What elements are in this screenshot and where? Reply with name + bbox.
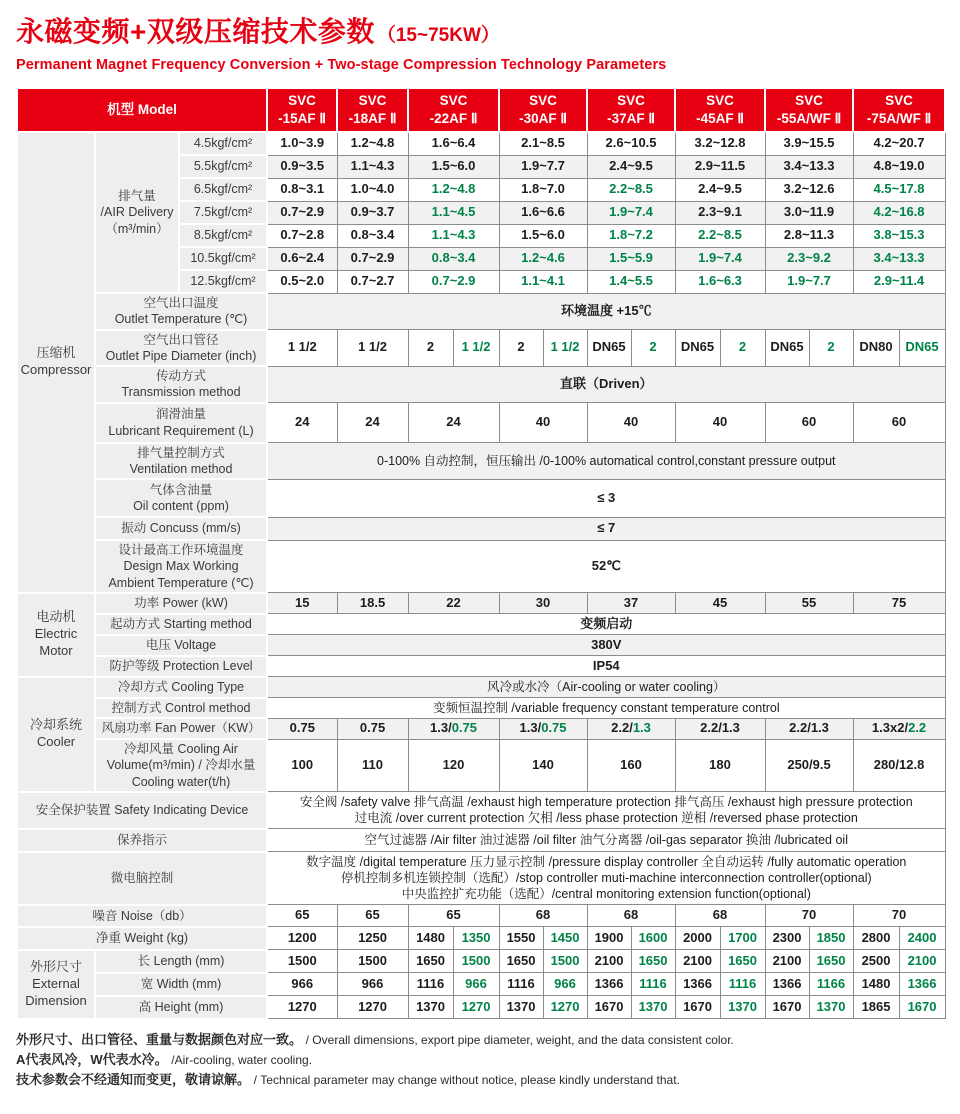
value-cell [587, 718, 675, 739]
label-cell: 控制方式 Control method [95, 698, 267, 718]
value-cell: 1650 [720, 950, 765, 973]
value-cell: 3.4~13.3 [765, 155, 853, 178]
value-cell: 45 [675, 593, 765, 614]
value-cell: 1370 [720, 996, 765, 1019]
value-cell: 风冷或水冷（Air-cooling or water cooling） [267, 677, 945, 698]
value-cell: 1116 [499, 973, 543, 996]
row-oil-content [17, 479, 945, 517]
value-cell: 0.7~2.8 [267, 224, 337, 247]
value-cell: 0.7~2.9 [408, 270, 499, 293]
label-cell: 防护等级 Protection Level [95, 656, 267, 677]
value-cell: 1366 [765, 973, 809, 996]
value-cell: 1.1~4.5 [408, 201, 499, 224]
row-power [17, 593, 945, 614]
value-cell: 250/9.5 [765, 739, 853, 792]
value-cell: 1270 [337, 996, 408, 1019]
value-cell: 0.8~3.1 [267, 178, 337, 201]
model-column-header: 机型 Model [17, 88, 267, 132]
value-cell: 2400 [899, 927, 945, 950]
row-outlet-pipe-diameter [17, 330, 945, 367]
value-cell: 直联（Driven） [267, 366, 945, 403]
value-cell: 1250 [337, 927, 408, 950]
value-cell: 1116 [720, 973, 765, 996]
label-cell: 冷却方式 Cooling Type [95, 677, 267, 698]
row-length [17, 950, 945, 973]
row-control-method [17, 698, 945, 718]
value-cell: 100 [267, 739, 337, 792]
value-cell: 1450 [543, 927, 587, 950]
model-header: SVC -37AF Ⅱ [587, 88, 675, 132]
value-cell: 1166 [809, 973, 853, 996]
footnote-zh: 技术参数会不经通知而变更，敬请谅解。 [16, 1071, 251, 1087]
label-cell: 润滑油量 Lubricant Requirement (L) [95, 403, 267, 443]
footnote-en: /Air-cooling, water cooling. [171, 1052, 313, 1067]
value-cell: 1700 [720, 927, 765, 950]
label-cell: 高 Height (mm) [95, 996, 267, 1019]
value-cell: 1865 [853, 996, 899, 1019]
label-cell: 10.5kgf/cm² [179, 247, 267, 270]
value-cell: 1.5~6.0 [499, 224, 587, 247]
value-cell: 1350 [453, 927, 499, 950]
footnote-line [16, 1050, 945, 1070]
row-width [17, 973, 945, 996]
row-air-delivery-4.5 [17, 132, 945, 155]
value-cell: 2100 [587, 950, 631, 973]
value-cell: 0.7~2.7 [337, 270, 408, 293]
value-cell: 2500 [853, 950, 899, 973]
value-cell: 1500 [337, 950, 408, 973]
value-cell: ≤ 7 [267, 517, 945, 540]
value-cell: IP54 [267, 656, 945, 677]
value-cell: 0.5~2.0 [267, 270, 337, 293]
spec-table [16, 87, 946, 1020]
page-title-power-range: （15~75KW） [376, 25, 500, 46]
value-cell: 0.7~2.9 [337, 247, 408, 270]
value-cell: 1.2~4.8 [408, 178, 499, 201]
value-cell: 4.8~19.0 [853, 155, 945, 178]
value-cell: 65 [337, 905, 408, 927]
value-cell: 1550 [499, 927, 543, 950]
row-voltage [17, 635, 945, 656]
value-cell: 2.9~11.4 [853, 270, 945, 293]
value-cell: 0.6~2.4 [267, 247, 337, 270]
value-cell: 1.8~7.0 [499, 178, 587, 201]
value-cell: ≤ 3 [267, 479, 945, 517]
value-cell: 0.9~3.7 [337, 201, 408, 224]
value-cell: 1116 [408, 973, 453, 996]
value-cell: 37 [587, 593, 675, 614]
value-cell: 1.4~5.5 [587, 270, 675, 293]
value-cell: 68 [587, 905, 675, 927]
value-cell: 1670 [765, 996, 809, 1019]
model-header: SVC -75A/WF Ⅱ [853, 88, 945, 132]
value-cell: DN65 [587, 330, 631, 367]
value-cell: 2.1~8.5 [499, 132, 587, 155]
value-cell: 数字温度 /digital temperature 压力显示控制 /pressure display controller 全自动运转 /fully automatic operation 停机控制多机连锁控制（选配）/stop controller muti-machine interconnection controller(optional) 中央监控扩充功能（选配）/central monitoring extension function(optional) [267, 852, 945, 905]
value-cell: 2.6~10.5 [587, 132, 675, 155]
row-cooling-air-volume [17, 739, 945, 792]
label-cell: 宽 Width (mm) [95, 973, 267, 996]
value-cell: 1650 [631, 950, 675, 973]
row-fan-power [17, 718, 945, 739]
model-header: SVC -15AF Ⅱ [267, 88, 337, 132]
value-cell: 2.3~9.2 [765, 247, 853, 270]
model-header: SVC -30AF Ⅱ [499, 88, 587, 132]
value-cell: 18.5 [337, 593, 408, 614]
row-microcomputer-control [17, 852, 945, 905]
value-cell: 1370 [408, 996, 453, 1019]
value-cell: 变频启动 [267, 614, 945, 635]
value-part: 1.3 [632, 720, 651, 736]
value-cell: 1.9~7.7 [499, 155, 587, 178]
value-cell: 55 [765, 593, 853, 614]
value-cell: 4.2~16.8 [853, 201, 945, 224]
row-maintenance-indication [17, 829, 945, 852]
value-cell: 1670 [899, 996, 945, 1019]
value-cell: DN65 [675, 330, 720, 367]
value-cell: 40 [587, 403, 675, 443]
value-cell [853, 718, 945, 739]
value-cell: 0.9~3.5 [267, 155, 337, 178]
value-part: 0.75 [541, 720, 567, 736]
row-height [17, 996, 945, 1019]
value-cell: 65 [408, 905, 499, 927]
value-cell [499, 718, 587, 739]
footnote-zh: 外形尺寸、出口管径、重量与数据颜色对应一致。 [16, 1031, 303, 1047]
label-cell: 噪音 Noise（db） [17, 905, 267, 927]
label-cell: 冷却风量 Cooling Air Volume(m³/min) / 冷却水量 Cooling water(t/h) [95, 739, 267, 792]
value-cell: 1480 [853, 973, 899, 996]
value-cell: 0.8~3.4 [337, 224, 408, 247]
row-design-max-ambient-temp [17, 540, 945, 593]
value-cell: 3.0~11.9 [765, 201, 853, 224]
value-cell: 1480 [408, 927, 453, 950]
row-starting-method [17, 614, 945, 635]
label-cell: 6.5kgf/cm² [179, 178, 267, 201]
value-cell: 68 [499, 905, 587, 927]
value-cell: 1500 [267, 950, 337, 973]
value-cell: 24 [408, 403, 499, 443]
row-outlet-temperature [17, 293, 945, 330]
page-title [16, 10, 945, 50]
row-cooling-type [17, 677, 945, 698]
footnote-line [16, 1070, 945, 1090]
value-cell [408, 718, 499, 739]
footnote-en: / Overall dimensions, export pipe diameter, weight, and the data consistent color. [305, 1032, 734, 1047]
value-cell: 1 1/2 [337, 330, 408, 367]
footnote-en: / Technical parameter may change without notice, please kindly understand that. [253, 1072, 680, 1087]
value-cell: 1.9~7.4 [587, 201, 675, 224]
value-cell: 4.5~17.8 [853, 178, 945, 201]
value-cell: 1.6~6.3 [675, 270, 765, 293]
value-cell: 1850 [809, 927, 853, 950]
row-net-weight [17, 927, 945, 950]
value-cell: 2800 [853, 927, 899, 950]
value-cell: 1.6~6.6 [499, 201, 587, 224]
label-cell: 排气量控制方式 Ventilation method [95, 443, 267, 480]
value-cell: 2.9~11.5 [675, 155, 765, 178]
value-cell: 52℃ [267, 540, 945, 593]
value-cell: 2 [499, 330, 543, 367]
row-ventilation-method [17, 443, 945, 480]
value-cell: 40 [499, 403, 587, 443]
value-cell: 3.8~15.3 [853, 224, 945, 247]
value-cell: 0.75 [267, 718, 337, 739]
value-cell: 60 [853, 403, 945, 443]
value-cell: 3.2~12.8 [675, 132, 765, 155]
value-cell: DN65 [765, 330, 809, 367]
value-cell: 1650 [809, 950, 853, 973]
row-concuss [17, 517, 945, 540]
label-cell: 气体含油量 Oil content (ppm) [95, 479, 267, 517]
value-cell: 1.5~6.0 [408, 155, 499, 178]
page-subtitle: Permanent Magnet Frequency Conversion + Two-stage Compression Technology Parameters [16, 57, 667, 73]
value-cell: 空气过滤器 /Air filter 油过滤器 /oil filter 油气分离器 /oil-gas separator 换油 /lubricated oil [267, 829, 945, 852]
value-cell: 1366 [899, 973, 945, 996]
group-compressor: 压缩机 Compressor [17, 132, 95, 593]
value-cell: 环境温度 +15℃ [267, 293, 945, 330]
value-cell: 1.0~3.9 [267, 132, 337, 155]
value-cell: 1650 [499, 950, 543, 973]
footnote-zh: A代表风冷，W代表水冷。 [16, 1051, 168, 1067]
value-cell: 1116 [631, 973, 675, 996]
value-cell: 3.4~13.3 [853, 247, 945, 270]
value-cell: 2100 [675, 950, 720, 973]
value-cell: 1 1/2 [453, 330, 499, 367]
page-title-zh: 永磁变频+双级压缩技术参数 [16, 16, 375, 47]
label-cell: 设计最高工作环境温度 Design Max Working Ambient Temperature (℃) [95, 540, 267, 593]
value-cell: 1.6~6.4 [408, 132, 499, 155]
value-cell: 966 [543, 973, 587, 996]
value-cell: 2.2/1.3 [675, 718, 765, 739]
value-cell: 1 1/2 [543, 330, 587, 367]
value-cell: 2 [631, 330, 675, 367]
label-cell: 微电脑控制 [17, 852, 267, 905]
value-cell: 1.8~7.2 [587, 224, 675, 247]
value-cell: 280/12.8 [853, 739, 945, 792]
value-cell: 966 [267, 973, 337, 996]
value-cell: 160 [587, 739, 675, 792]
value-cell: 2.2~8.5 [587, 178, 675, 201]
label-cell: 功率 Power (kW) [95, 593, 267, 614]
label-cell: 12.5kgf/cm² [179, 270, 267, 293]
group-external-dimension: 外形尺寸 External Dimension [17, 950, 95, 1019]
label-cell: 传动方式 Transmission method [95, 366, 267, 403]
footnotes [16, 1030, 945, 1090]
value-part: 2.2/ [611, 720, 633, 736]
value-cell: 3.2~12.6 [765, 178, 853, 201]
model-header: SVC -18AF Ⅱ [337, 88, 408, 132]
value-cell: 1.0~4.0 [337, 178, 408, 201]
value-cell: 0.75 [337, 718, 408, 739]
row-transmission-method [17, 366, 945, 403]
value-cell: 变频恒温控制 /variable frequency constant temperature control [267, 698, 945, 718]
value-cell: 0.7~2.9 [267, 201, 337, 224]
value-cell: 110 [337, 739, 408, 792]
value-part: 0.75 [451, 720, 478, 736]
model-header: SVC -55A/WF Ⅱ [765, 88, 853, 132]
value-cell: 60 [765, 403, 853, 443]
value-cell: 2.4~9.5 [587, 155, 675, 178]
value-cell: 2.2/1.3 [765, 718, 853, 739]
value-cell: 1.1~4.3 [337, 155, 408, 178]
value-cell: 1.5~5.9 [587, 247, 675, 270]
value-cell: 1200 [267, 927, 337, 950]
value-cell: 0-100% 自动控制，恒压输出 /0-100% automatical control,constant pressure output [267, 443, 945, 480]
label-cell: 4.5kgf/cm² [179, 132, 267, 155]
label-cell: 空气出口管径 Outlet Pipe Diameter (inch) [95, 330, 267, 367]
value-part: 1.3/ [430, 720, 452, 736]
value-cell: 1.9~7.7 [765, 270, 853, 293]
value-cell: 180 [675, 739, 765, 792]
row-noise [17, 905, 945, 927]
value-cell: 1670 [587, 996, 631, 1019]
value-cell: 140 [499, 739, 587, 792]
value-cell: 40 [675, 403, 765, 443]
label-cell: 保养指示 [17, 829, 267, 852]
value-cell: 2 [408, 330, 453, 367]
value-cell: 1600 [631, 927, 675, 950]
value-cell: 2 [809, 330, 853, 367]
value-cell: 1670 [675, 996, 720, 1019]
label-cell: 安全保护装置 Safety Indicating Device [17, 792, 267, 829]
group-cooler: 冷却系统 Cooler [17, 677, 95, 792]
row-lubricant-requirement [17, 403, 945, 443]
footnote-line [16, 1030, 945, 1050]
value-cell: 0.8~3.4 [408, 247, 499, 270]
value-cell: 3.9~15.5 [765, 132, 853, 155]
value-cell: 15 [267, 593, 337, 614]
label-cell: 净重 Weight (kg) [17, 927, 267, 950]
value-part: 1.3x2/ [871, 720, 909, 736]
label-cell: 8.5kgf/cm² [179, 224, 267, 247]
value-cell: 1.1~4.3 [408, 224, 499, 247]
value-cell: 120 [408, 739, 499, 792]
value-cell: 1500 [543, 950, 587, 973]
value-cell: 30 [499, 593, 587, 614]
value-part: 1.3/ [519, 720, 542, 736]
model-header: SVC -22AF Ⅱ [408, 88, 499, 132]
value-cell: 24 [337, 403, 408, 443]
value-cell: 1366 [675, 973, 720, 996]
value-cell: 4.2~20.7 [853, 132, 945, 155]
value-cell: 1270 [453, 996, 499, 1019]
value-cell: 1.2~4.6 [499, 247, 587, 270]
value-cell: 24 [267, 403, 337, 443]
value-cell: 1900 [587, 927, 631, 950]
label-air-delivery: 排气量 /AIR Delivery （m³/min） [95, 132, 179, 293]
label-cell: 长 Length (mm) [95, 950, 267, 973]
value-cell: 1370 [631, 996, 675, 1019]
value-cell: 1500 [453, 950, 499, 973]
group-electric-motor: 电动机 Electric Motor [17, 593, 95, 677]
value-cell: 75 [853, 593, 945, 614]
value-cell: 68 [675, 905, 765, 927]
value-cell: 1650 [408, 950, 453, 973]
label-cell: 电压 Voltage [95, 635, 267, 656]
value-cell: 2000 [675, 927, 720, 950]
value-cell: 70 [765, 905, 853, 927]
label-cell: 7.5kgf/cm² [179, 201, 267, 224]
model-header: SVC -45AF Ⅱ [675, 88, 765, 132]
value-cell: 1370 [499, 996, 543, 1019]
value-cell: 1270 [543, 996, 587, 1019]
value-cell: 2100 [899, 950, 945, 973]
label-cell: 空气出口温度 Outlet Temperature (℃) [95, 293, 267, 330]
value-cell: 70 [853, 905, 945, 927]
label-cell: 5.5kgf/cm² [179, 155, 267, 178]
label-cell: 风扇功率 Fan Power（KW） [95, 718, 267, 739]
value-cell: 2 [720, 330, 765, 367]
value-cell: 1270 [267, 996, 337, 1019]
value-cell: 2.2~8.5 [675, 224, 765, 247]
value-cell: 2.8~11.3 [765, 224, 853, 247]
value-part: 2.2 [908, 720, 927, 736]
value-cell: 1 1/2 [267, 330, 337, 367]
value-cell: 966 [337, 973, 408, 996]
row-protection-level [17, 656, 945, 677]
value-cell: 2.4~9.5 [675, 178, 765, 201]
value-cell: 1366 [587, 973, 631, 996]
row-safety-indicating-device [17, 792, 945, 829]
value-cell: 2.3~9.1 [675, 201, 765, 224]
table-header-row [17, 88, 945, 132]
value-cell: 2300 [765, 927, 809, 950]
value-cell: 安全阀 /safety valve 排气高温 /exhaust high temperature protection 排气高压 /exhaust high pressure protection 过电流 /over current protection 欠相 /less phase protection 逆相 /reversed phase protection [267, 792, 945, 829]
value-cell: 2100 [765, 950, 809, 973]
value-cell: 22 [408, 593, 499, 614]
value-cell: 966 [453, 973, 499, 996]
value-cell: 380V [267, 635, 945, 656]
value-cell: 1.9~7.4 [675, 247, 765, 270]
value-cell: 1370 [809, 996, 853, 1019]
value-cell: 1.2~4.8 [337, 132, 408, 155]
value-cell: 65 [267, 905, 337, 927]
value-cell: 1.1~4.1 [499, 270, 587, 293]
value-cell: DN65 [899, 330, 945, 367]
value-cell: DN80 [853, 330, 899, 367]
label-cell: 振动 Concuss (mm/s) [95, 517, 267, 540]
label-cell: 起动方式 Starting method [95, 614, 267, 635]
